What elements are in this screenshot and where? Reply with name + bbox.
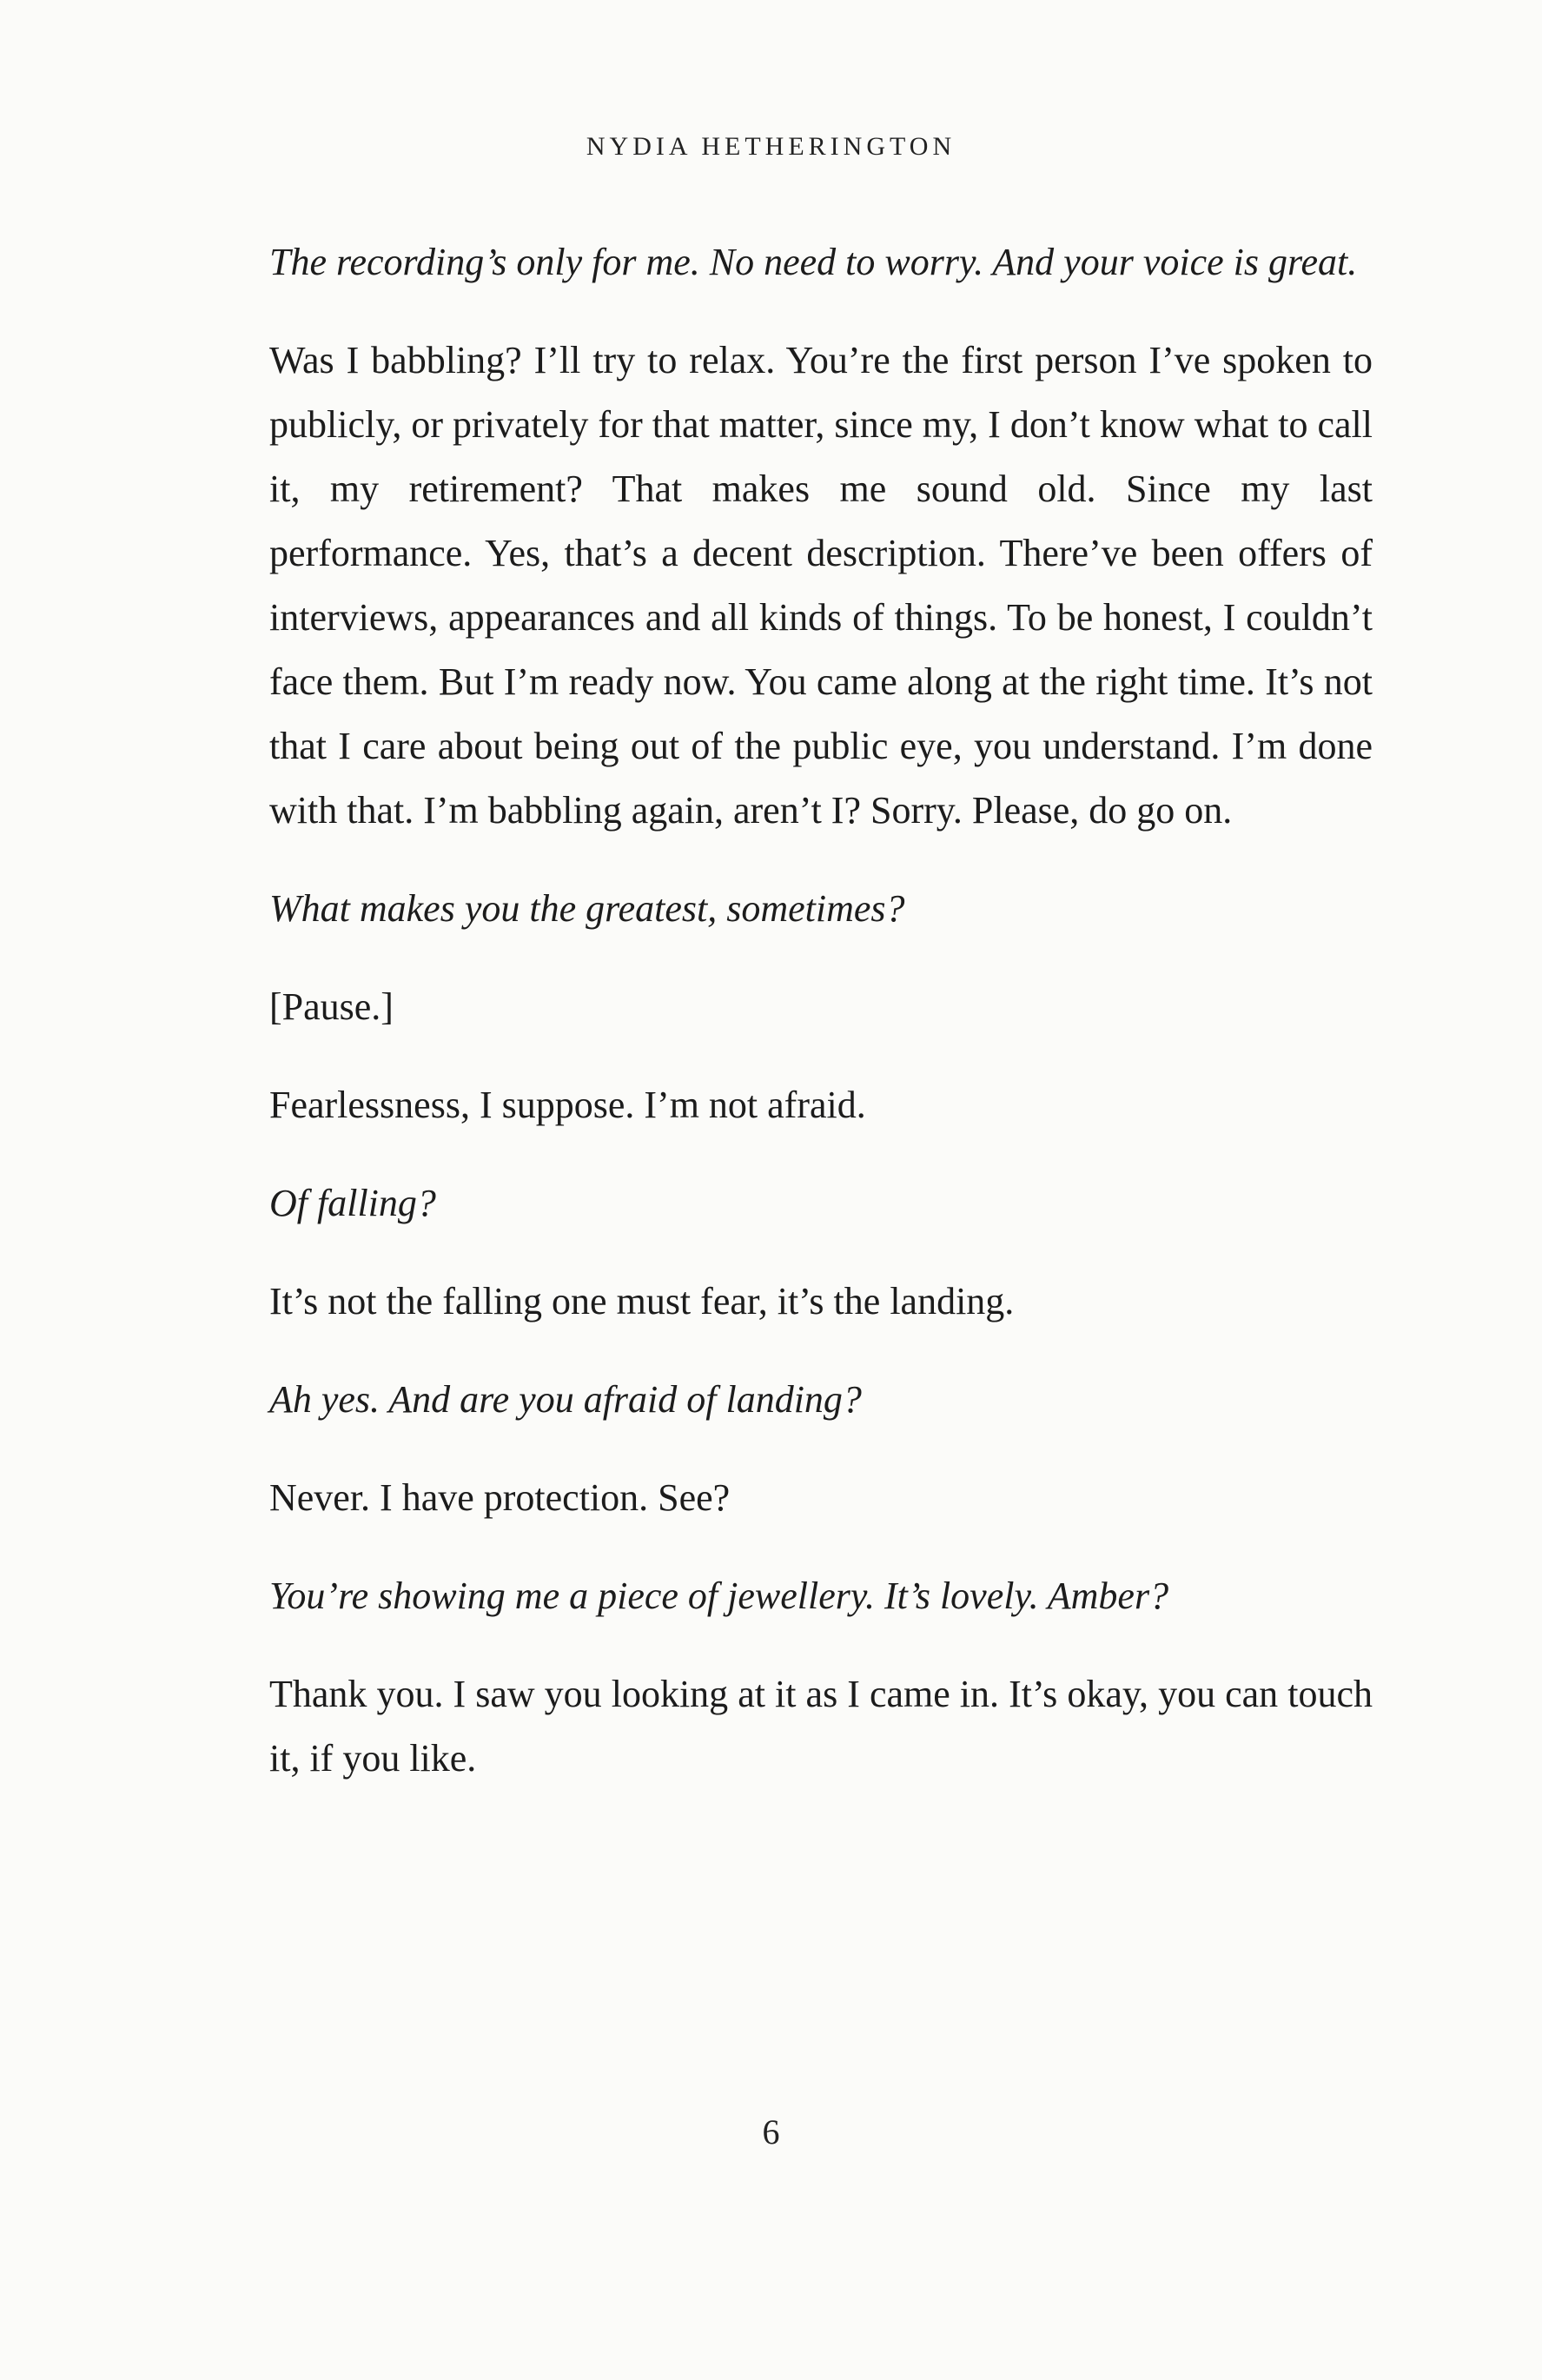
interviewee-line: Fearlessness, I suppose. I’m not afraid. <box>269 1084 866 1126</box>
running-head: NYDIA HETHERINGTON <box>586 132 956 161</box>
interviewee-line: Was I babbling? I’ll try to relax. You’re the first person I’ve spoken to publicly, or privately for that matter, since my, I don’t know what to call it, my retirement? That makes me sound old. Since my last performance. Yes, that’s a decent description. There’ve been offers of interviews, appearances and all kinds of things. To be honest, I couldn’t face them. But I’m ready now. You came along at the right time. It’s not that I care about being out of the public eye, you understand. I’m done with that. I’m babbling again, aren’t I? Sorry. Please, do go on. <box>269 339 1373 832</box>
interviewer-line: The recording’s only for me. No need to worry. And your voice is great. <box>269 241 1358 283</box>
interviewee-line: Never. I have protection. See? <box>269 1476 731 1519</box>
interviewee-line: Thank you. I saw you looking at it as I came in. It’s okay, you can touch it, if you like. <box>269 1673 1373 1780</box>
interviewer-line: What makes you the greatest, sometimes? <box>269 887 905 930</box>
body-text <box>269 230 1373 1825</box>
interviewer-line: You’re showing me a piece of jewellery. It’s lovely. Amber? <box>269 1575 1169 1617</box>
interviewee-line: It’s not the falling one must fear, it’s the landing. <box>269 1280 1015 1323</box>
page-number: 6 <box>762 2112 780 2151</box>
stage-direction: [Pause.] <box>269 985 394 1028</box>
interviewer-line: Ah yes. And are you afraid of landing? <box>269 1378 862 1421</box>
interviewer-line: Of falling? <box>269 1182 436 1224</box>
